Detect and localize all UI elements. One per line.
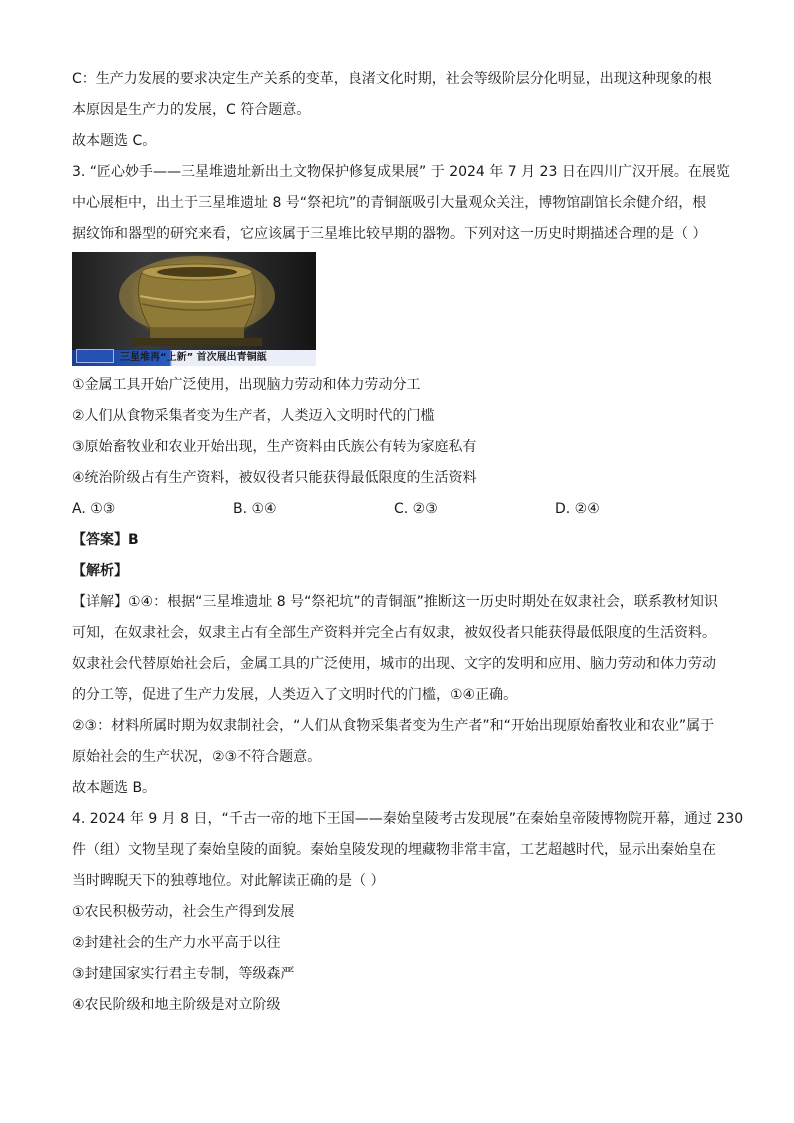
statement: ②封建社会的生产力水平高于以往 xyxy=(72,935,281,951)
detail-line: 奴隶社会代替原始社会后，金属工具的广泛使用，城市的出现、文字的发明和应用、脑力劳动和体力劳动 xyxy=(72,656,716,672)
question-3-stem: 中心展柜中，出土于三星堆遗址 8 号“祭祀坑”的青铜瓿吸引大量观众关注，博物馆副馆长余健介绍，根 xyxy=(72,195,707,211)
detail-line: 的分工等，促进了生产力发展，人类迈入了文明时代的门槛，①④正确。 xyxy=(72,687,518,703)
document-page xyxy=(72,64,744,1021)
bronze-vessel-photo xyxy=(72,252,316,366)
detail-line: 原始社会的生产状况，②③不符合题意。 xyxy=(72,749,322,765)
detail-line: 故本题选 B。 xyxy=(72,780,157,796)
text-line: 故本题选 C。 xyxy=(72,133,157,149)
statement: ③封建国家实行君主专制，等级森严 xyxy=(72,966,295,982)
statement: ①金属工具开始广泛使用，出现脑力劳动和体力劳动分工 xyxy=(72,377,421,393)
question-3-stem: 3. “匠心妙手——三星堆遗址新出土文物保护修复成果展” 于 2024 年 7 月 23 日在四川广汉开展。在展览 xyxy=(72,164,730,180)
text-line: 本原因是生产力的发展，C 符合题意。 xyxy=(72,102,311,118)
answer-line: 【答案】B xyxy=(72,532,139,548)
option-d: D. ②④ xyxy=(555,501,600,517)
statement: ①农民积极劳动，社会生产得到发展 xyxy=(72,904,295,920)
statement: ③原始畜牧业和农业开始出现，生产资料由氏族公有转为家庭私有 xyxy=(72,439,477,455)
question-4-stem: 件（组）文物呈现了秦始皇陵的面貌。秦始皇陵发现的埋藏物非常丰富，工艺超越时代，显示出秦始皇在 xyxy=(72,842,716,858)
statement: ④农民阶级和地主阶级是对立阶级 xyxy=(72,997,281,1013)
answer-options xyxy=(72,494,722,525)
analysis-label: 【解析】 xyxy=(72,563,128,579)
detail-line: ②③：材料所属时期为奴隶制社会，“人们从食物采集者变为生产者”和“开始出现原始畜牧业和农业”属于 xyxy=(72,718,715,734)
tv-logo-icon xyxy=(76,349,114,363)
detail-line: 可知，在奴隶社会，奴隶主占有全部生产资料并完全占有奴隶，被奴役者只能获得最低限度的生活资料。 xyxy=(72,625,716,641)
option-a: A. ①③ xyxy=(72,501,116,517)
photo-caption: 三星堆再“上新” 首次展出青铜瓿 xyxy=(120,352,267,363)
question-4-stem: 当时睥睨天下的独尊地位。对此解读正确的是（ ） xyxy=(72,873,385,889)
statement: ②人们从食物采集者变为生产者，人类迈入文明时代的门槛 xyxy=(72,408,435,424)
statement: ④统治阶级占有生产资料，被奴役者只能获得最低限度的生活资料 xyxy=(72,470,477,486)
question-3-stem: 据纹饰和器型的研究来看，它应该属于三星堆比较早期的器物。下列对这一历史时期描述合理的是（ ） xyxy=(72,226,707,242)
option-b: B. ①④ xyxy=(233,501,277,517)
option-c: C. ②③ xyxy=(394,501,438,517)
text-line: C：生产力发展的要求决定生产关系的变革，良渚文化时期，社会等级阶层分化明显，出现这种现象的根 xyxy=(72,71,712,87)
question-4-stem: 4. 2024 年 9 月 8 日，“千古一帝的地下王国——秦始皇陵考古发现展”在秦始皇帝陵博物院开幕，通过 230 xyxy=(72,811,744,827)
detail-line: 【详解】①④：根据“三星堆遗址 8 号“祭祀坑”的青铜瓿”推断这一历史时期处在奴隶社会，联系教材知识 xyxy=(72,594,718,610)
